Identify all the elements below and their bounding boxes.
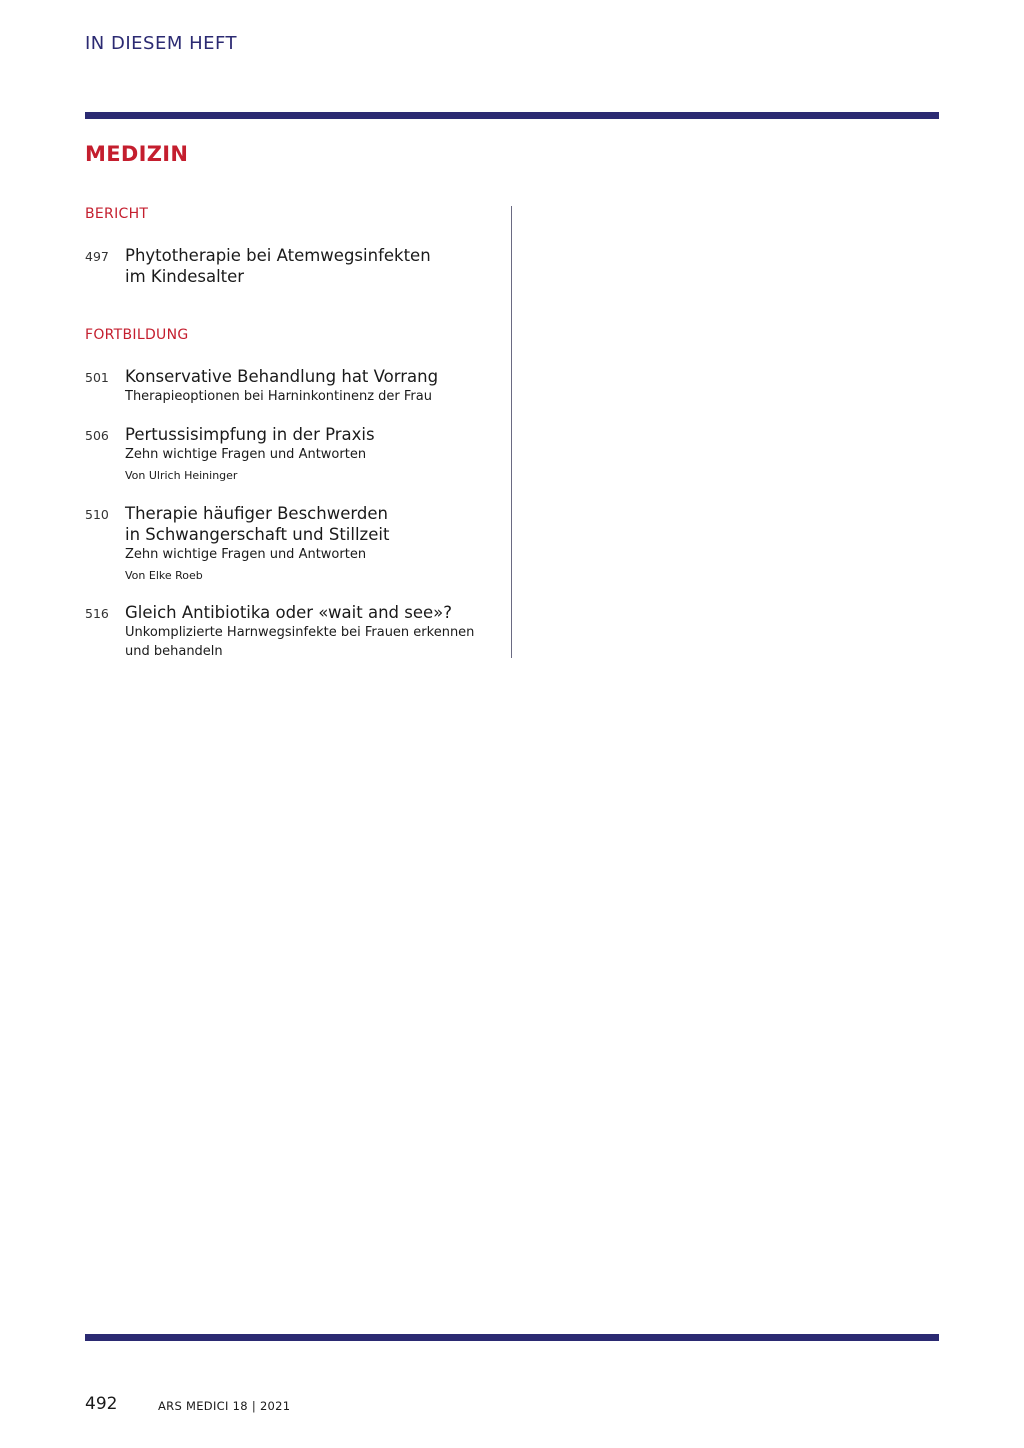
article-subtitle: Unkomplizierte Harnwegsinfekte bei Frauen erkennen — [125, 625, 475, 640]
footer-magazine: ARS MEDICI 18 | 2021 — [158, 1399, 291, 1413]
footer-page-number: 492 — [85, 1394, 118, 1414]
article-title: Phytotherapie bei Atemwegsinfekten — [125, 246, 431, 265]
article-title: Gleich Antibiotika oder «wait and see»? — [125, 603, 453, 622]
top-rule — [85, 112, 939, 119]
article-subtitle: Therapieoptionen bei Harninkontinenz der Frau — [125, 389, 432, 404]
article-title: in Schwangerschaft und Stillzeit — [125, 525, 390, 544]
page-number: 516 — [85, 606, 109, 621]
category-bericht: BERICHT — [85, 206, 149, 222]
toc-entry-501[interactable] — [85, 366, 495, 406]
page-number: 501 — [85, 370, 109, 385]
bottom-rule — [85, 1334, 939, 1341]
section-title: MEDIZIN — [85, 142, 189, 166]
toc-entry-497[interactable] — [85, 245, 495, 287]
running-header: IN DIESEM HEFT — [85, 33, 238, 54]
article-title: Pertussisimpfung in der Praxis — [125, 425, 375, 444]
page-number: 510 — [85, 507, 109, 522]
article-author: Von Elke Roeb — [125, 569, 203, 582]
toc-entry-516[interactable] — [85, 602, 495, 661]
category-fortbildung: FORTBILDUNG — [85, 327, 189, 343]
article-title: Therapie häufiger Beschwerden — [125, 504, 388, 523]
toc-entry-506[interactable] — [85, 424, 495, 483]
article-title: im Kindesalter — [125, 267, 245, 286]
article-author: Von Ulrich Heininger — [125, 469, 238, 482]
article-title: Konservative Behandlung hat Vorrang — [125, 367, 439, 386]
article-subtitle: Zehn wichtige Fragen und Antworten — [125, 547, 367, 562]
article-subtitle: Zehn wichtige Fragen und Antworten — [125, 447, 367, 462]
toc-entry-510[interactable] — [85, 503, 495, 583]
page-number: 506 — [85, 428, 109, 443]
article-subtitle: und behandeln — [125, 644, 223, 659]
column-divider — [511, 206, 512, 658]
page-number: 497 — [85, 249, 109, 264]
